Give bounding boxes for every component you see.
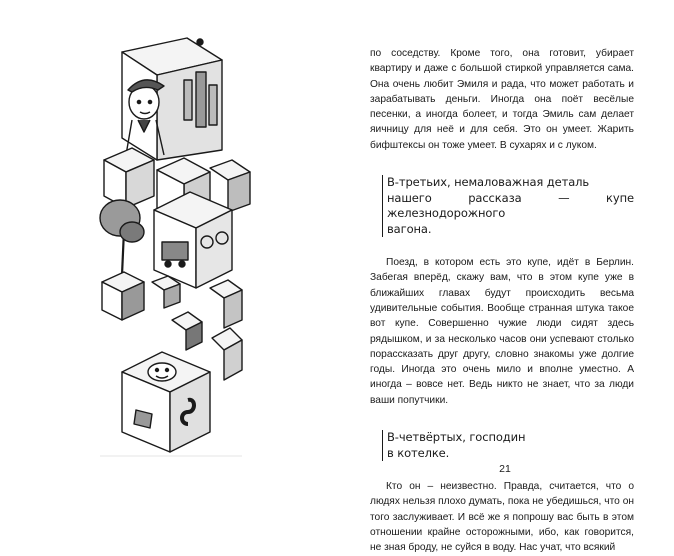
heading-line: В-четвёртых, господин <box>387 430 526 445</box>
bottom-cube-with-face <box>122 352 210 452</box>
heading-line: нашего рассказа — купе железнодорожного <box>387 190 634 221</box>
paragraph-gentleman: Кто он – неизвестно. Правда, считается, что о людях нельзя плохо думать, пока не убедишься, что он того заслуживает. И всё же я попрошу вас быть в этом отношении крайне осторожными, ибо, как говорится, не зная броду, не суйся в воду. Нас учат, что всякий <box>370 481 634 554</box>
section-heading-fourth <box>382 430 634 461</box>
page-number: 21 <box>499 463 511 475</box>
top-cube-with-boy <box>122 38 222 160</box>
tree-drawing <box>100 200 144 275</box>
heading-line: в котелке. <box>387 445 450 460</box>
heading-line: В-третьих, немаловажная деталь <box>387 175 590 190</box>
stacked-cubes-illustration <box>92 20 252 475</box>
heading-line: вагона. <box>387 221 432 236</box>
paragraph-opening: по соседству. Кроме того, она готовит, убирает квартиру и даже с большой стиркой управляется сама. Она очень любит Эмиля и рада, что может работать и зарабатывать деньги. Иногда она поёт весёлые песенки, а иногда болеет, и тогда Эмиль сам делает яичницу для неё и для себя. Это он умеет. Жарить бифштексы он тоже умеет. В сухарях и с луком. <box>370 48 634 151</box>
section-heading-third <box>382 175 634 237</box>
right-page-text <box>370 46 634 556</box>
paragraph-train: Поезд, в котором есть это купе, идёт в Берлин. Забегая вперёд, скажу вам, что в этом купе уже в ближайших главах будут происходить весьма удивительные события. Вообще странная штука такое вот купе. Совершенно чужие люди сидят здесь рядышком, и за несколько часов они успевают столько порассказать друг другу, словно знакомы уже долгие годы. Иногда это очень мило и вполне уместно. А иногда – вовсе нет. Ведь никто не знает, что за люди ваши попутчики. <box>370 257 634 406</box>
train-cube <box>154 192 232 288</box>
